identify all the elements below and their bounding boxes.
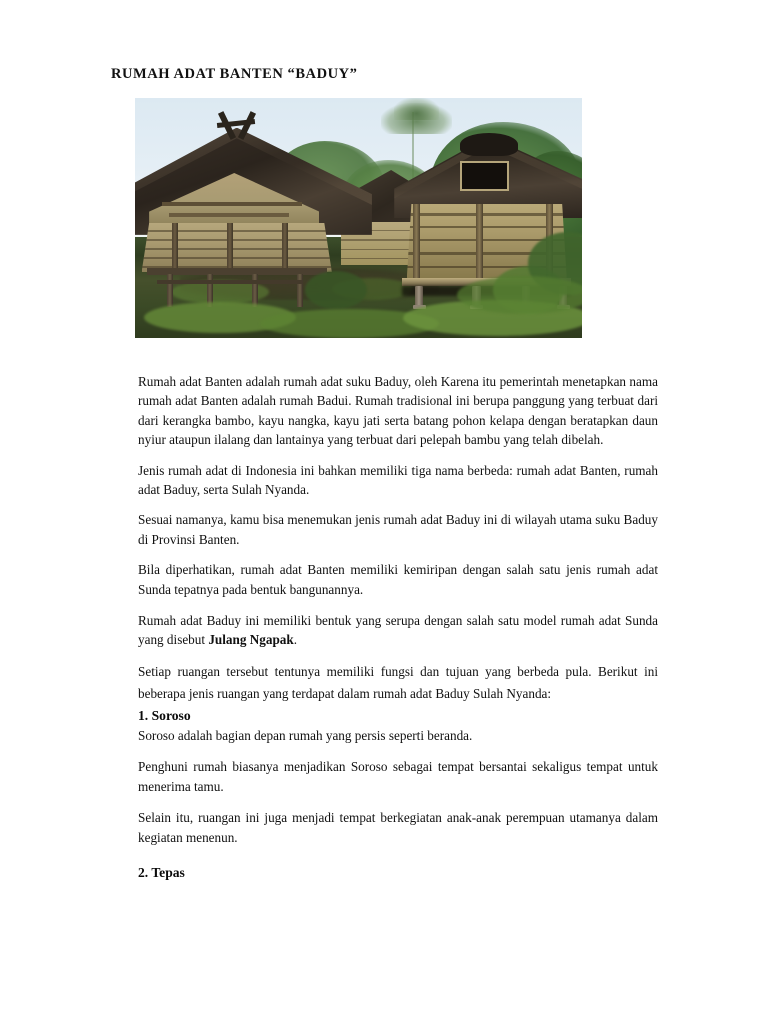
section-heading-tepas: 2. Tepas bbox=[138, 864, 185, 880]
paragraph-julang-ngapak bbox=[138, 611, 658, 650]
photo-house-right-ridge-cap bbox=[460, 133, 518, 156]
paragraph-text: Rumah adat Baduy ini memiliki bentuk yang serupa dengan salah satu model rumah adat Sunda yang disebut bbox=[138, 613, 658, 648]
paragraph: Sesuai namanya, kamu bisa menemukan jenis rumah adat Baduy ini di wilayah utama suku Baduy di Provinsi Banten. bbox=[138, 512, 658, 547]
photo-house-right-stilt bbox=[415, 286, 424, 307]
photo-house-right-gable-window bbox=[460, 161, 509, 191]
paragraph: Penghuni rumah biasanya menjadikan Soroso sebagai tempat bersantai sekaligus tempat untuk menerima tamu. bbox=[138, 759, 658, 794]
photo-house-left-wall bbox=[142, 223, 332, 273]
photo-house-left-post bbox=[172, 223, 178, 275]
paragraph: Soroso adalah bagian depan rumah yang persis seperti beranda. bbox=[138, 727, 473, 743]
paragraph-text-end: . bbox=[293, 632, 298, 648]
document-body bbox=[138, 372, 658, 883]
photo-grass bbox=[457, 276, 582, 314]
photo-house-right-post bbox=[476, 204, 483, 282]
photo-tall-tree-crown-top bbox=[394, 98, 439, 120]
photo-house-left-post bbox=[282, 223, 288, 275]
page-title: RUMAH ADAT BANTEN “BADUY” bbox=[111, 66, 358, 82]
paragraph: Jenis rumah adat di Indonesia ini bahkan memiliki tiga nama berbeda: rumah adat Banten, rumah adat Baduy, serta Sulah Nyanda. bbox=[138, 462, 658, 498]
photo-house-left-beam bbox=[169, 213, 289, 217]
photo-house-left-post bbox=[227, 223, 233, 275]
photo-house-left-stilt bbox=[167, 274, 174, 307]
photo-traditional-baduy-houses bbox=[135, 98, 582, 338]
paragraph: Selain itu, ruangan ini juga menjadi tempat berkegiatan anak-anak perempuan utamanya dalam kegiatan menenun. bbox=[138, 810, 658, 845]
paragraph: Rumah adat Banten adalah rumah adat suku Baduy, oleh Karena itu pemerintah menetapkan nama rumah adat Banten adalah rumah Badui. Rumah tradisional ini berupa panggung yang terbuat dari dari kerangka bambo, kayu nangka, kayu jati serta batang pohon kelapa dengan beratapkan daun nyiur ataupun ilalang dan lantainya yang terbuat dari pelepah bambu yang telah dibelah. bbox=[138, 374, 658, 448]
section-heading-soroso: 1. Soroso bbox=[138, 707, 191, 723]
photo-house-left-cross-beam bbox=[157, 280, 302, 283]
photo-house-left-stilt bbox=[252, 274, 259, 307]
photo-house-right-post bbox=[413, 204, 420, 282]
emphasis-julang-ngapak: Julang Ngapak bbox=[208, 632, 294, 648]
photo-house-left-stilt bbox=[297, 274, 304, 307]
paragraph: Bila diperhatikan, rumah adat Banten memiliki kemiripan dengan salah satu jenis rumah adat Sunda tepatnya pada bentuk bangunannya. bbox=[138, 562, 658, 597]
photo-house-left-beam bbox=[162, 202, 302, 207]
figure-baduy-houses bbox=[135, 98, 582, 338]
paragraph: Setiap ruangan tersebut tentunya memiliki fungsi dan tujuan yang berbeda pula. Berikut ini beberapa jenis ruangan yang terdapat dalam rumah adat Baduy Sulah Nyanda: bbox=[138, 663, 658, 701]
